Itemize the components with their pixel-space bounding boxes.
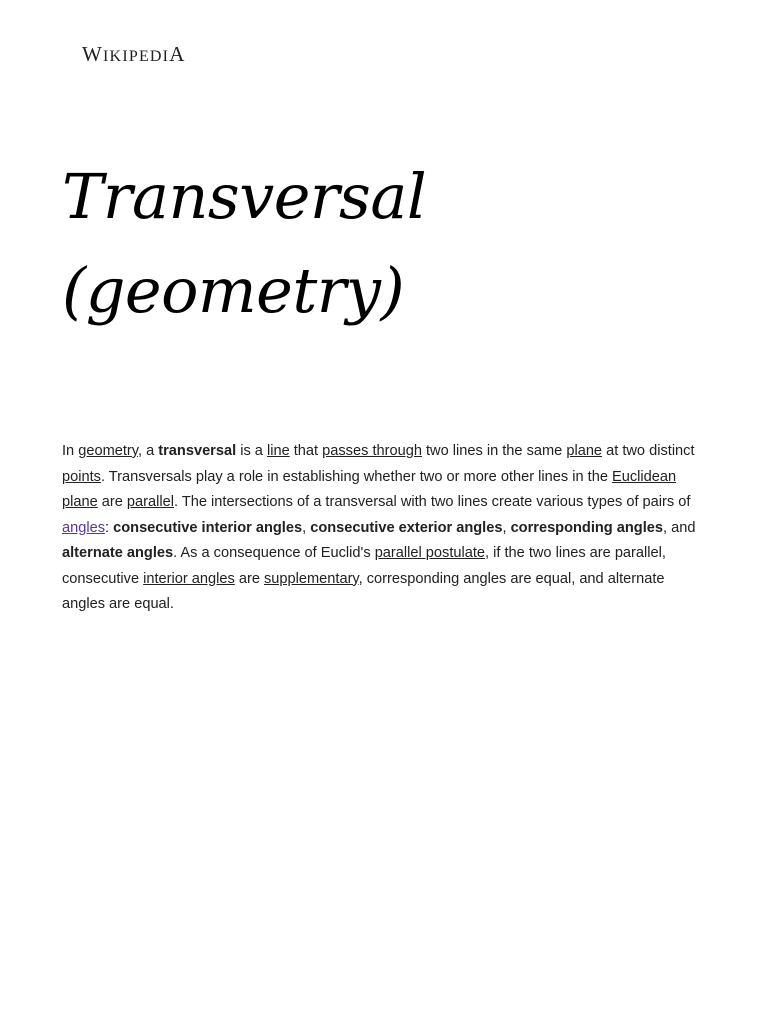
link-plane[interactable]: plane [566,443,603,459]
lead-text: are [234,570,264,587]
lead-text: that [289,443,323,459]
lead-text: two lines in the same [421,443,567,459]
term-transversal: transversal [158,443,237,459]
link-points[interactable]: points [62,468,101,485]
link-geometry[interactable]: geometry [78,443,138,459]
link-passes-through[interactable]: passes through [322,443,422,459]
link-supplementary[interactable]: supplementary [264,570,359,587]
term-consecutive-exterior-angles: consecutive exterior angles [310,519,503,536]
link-angles[interactable]: angles [62,519,106,536]
lead-text: , and [663,519,696,536]
lead-text: is a [236,443,267,459]
lead-text: , a [137,443,159,459]
lead-text: , corresponding angles are equal, and alternate angles are equal. [62,570,665,612]
term-consecutive-interior-angles: consecutive interior angles [113,519,303,536]
lead-paragraph [62,439,702,618]
link-line[interactable]: line [266,443,290,459]
link-euclidean-plane[interactable]: Euclidean plane [62,468,677,510]
lead-text: are [97,494,127,510]
link-interior-angles[interactable]: interior angles [143,570,235,587]
lead-text: : [105,519,114,536]
lead-text: , [502,519,511,536]
lead-text: , [302,519,311,536]
link-parallel[interactable]: parallel [126,494,174,510]
lead-text: , if the two lines are parallel, consecutive [62,545,666,587]
page-title: Transversal (geometry) [62,160,427,327]
term-alternate-angles: alternate angles [62,545,174,561]
wikipedia-wordmark[interactable]: WIKIPEDIA [82,42,186,66]
lead-text: In [62,443,79,459]
lead-text: . As a consequence of Euclid's [173,545,375,561]
lead-text: at two distinct [602,443,695,459]
lead-text: . Transversals play a role in establishing whether two or more other lines in the [100,468,612,485]
link-parallel-postulate[interactable]: parallel postulate [374,545,486,561]
lead-text: . The intersections of a transversal with two lines create various types of pairs of [173,494,691,510]
term-corresponding-angles: corresponding angles [510,519,664,536]
